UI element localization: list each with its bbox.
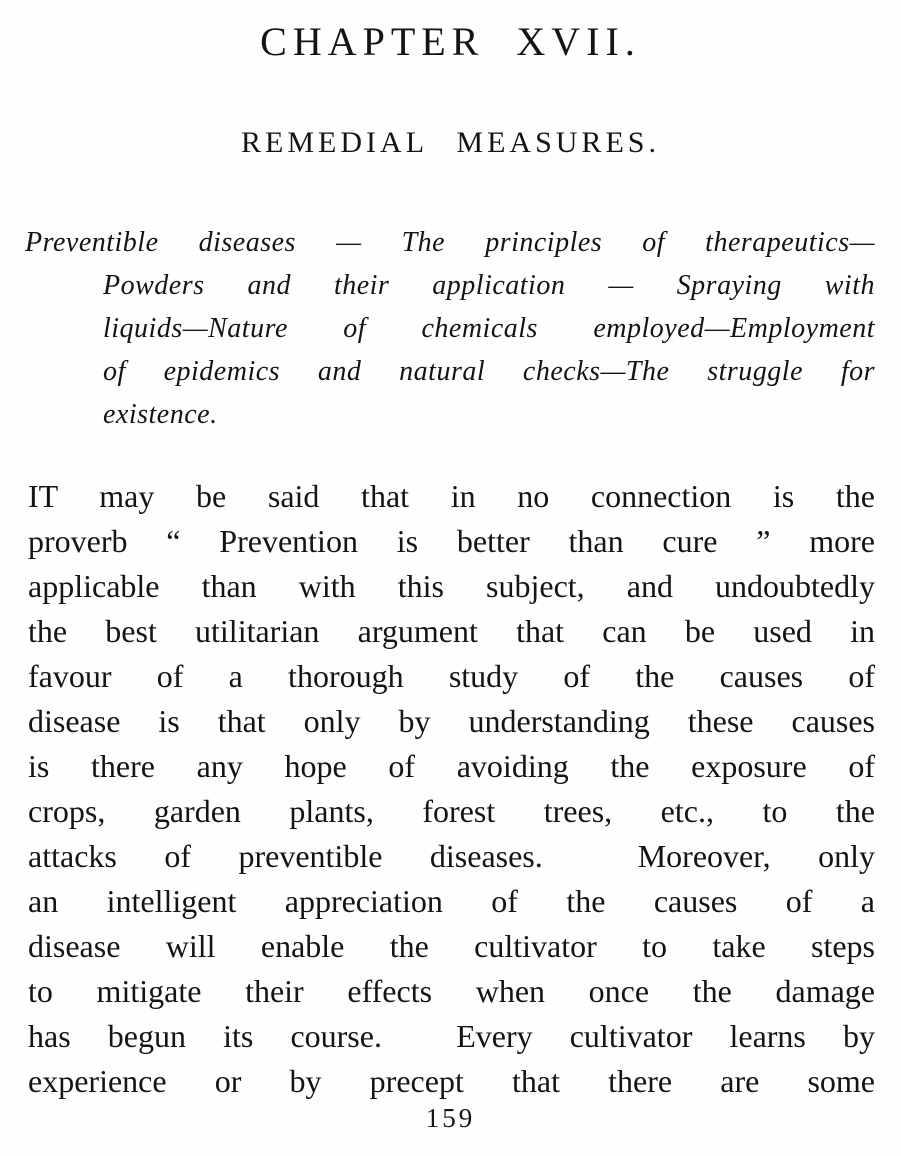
- body-text-line: IT may be said that in no connection is the: [28, 478, 875, 514]
- body-text-line: attacks of preventible diseases. Moreover, only: [28, 838, 875, 874]
- body-text-line: applicable than with this subject, and undoubtedly: [28, 568, 875, 604]
- body-text-line: the best utilitarian argument that can be used in: [28, 613, 875, 649]
- body-text-line: is there any hope of avoiding the exposure of: [28, 748, 875, 784]
- chapter-summary: [25, 221, 875, 436]
- summary-line: of epidemics and natural checks—The struggle for: [103, 356, 875, 387]
- body-text-line: to mitigate their effects when once the damage: [28, 973, 875, 1009]
- summary-line: existence.: [103, 399, 218, 430]
- body-text-line: an intelligent appreciation of the causes of a: [28, 883, 875, 919]
- summary-line: Preventible diseases — The principles of therapeutics—: [25, 227, 875, 258]
- summary-line: Powders and their application — Spraying with: [103, 270, 875, 301]
- body-text-line: has begun its course. Every cultivator learns by: [28, 1018, 875, 1054]
- summary-line: liquids—Nature of chemicals employed—Employment: [103, 313, 875, 344]
- body-text-line: disease will enable the cultivator to take steps: [28, 928, 875, 964]
- body-text-line: favour of a thorough study of the causes of: [28, 658, 875, 694]
- page-number: 159: [425, 1103, 476, 1133]
- body-paragraph: [28, 474, 875, 1104]
- body-text-line: experience or by precept that there are some: [28, 1063, 875, 1099]
- body-text-line: proverb “ Prevention is better than cure ” more: [28, 523, 875, 559]
- body-text-line: crops, garden plants, forest trees, etc., to the: [28, 793, 875, 829]
- chapter-heading: CHAPTER XVII.: [260, 19, 641, 64]
- body-text-line: disease is that only by understanding these causes: [28, 703, 875, 739]
- section-heading: REMEDIAL MEASURES.: [241, 126, 660, 159]
